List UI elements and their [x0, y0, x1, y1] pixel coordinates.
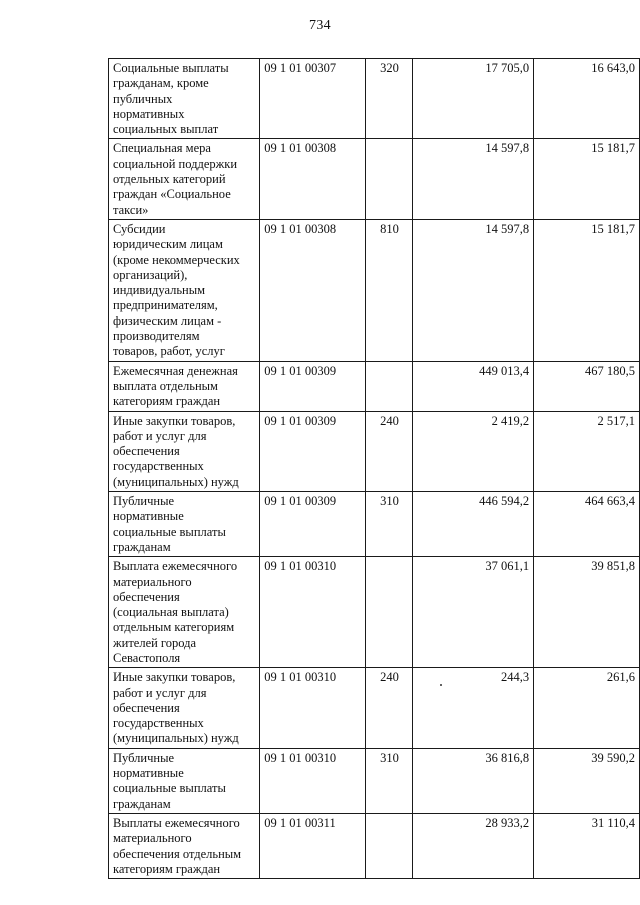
row-code-cell: 09 1 01 00310 [260, 557, 366, 668]
row-amount-2-cell: 31 110,4 [534, 813, 640, 878]
budget-table [108, 58, 640, 879]
row-amount-2-cell: 39 851,8 [534, 557, 640, 668]
table-row [109, 219, 640, 361]
row-amount-1-cell: 28 933,2 [413, 813, 534, 878]
row-amount-1-cell: 446 594,2 [413, 492, 534, 557]
table-row [109, 557, 640, 668]
row-name-cell: Выплата ежемесячного материального обеспечения (социальная выплата) отдельным категориям жителей города Севастополя [109, 557, 260, 668]
row-amount-2-cell: 39 590,2 [534, 748, 640, 813]
table-row [109, 813, 640, 878]
row-type-cell: 320 [366, 59, 413, 139]
row-amount-1-cell: 449 013,4 [413, 361, 534, 411]
row-name-cell: Социальные выплаты гражданам, кроме публичных нормативных социальных выплат [109, 59, 260, 139]
row-type-cell [366, 139, 413, 219]
row-type-cell: 240 [366, 411, 413, 491]
scan-speck [440, 684, 442, 686]
row-code-cell: 09 1 01 00310 [260, 748, 366, 813]
row-type-cell: 240 [366, 668, 413, 748]
row-amount-2-cell: 464 663,4 [534, 492, 640, 557]
table-row [109, 748, 640, 813]
row-amount-1-cell: 37 061,1 [413, 557, 534, 668]
row-code-cell: 09 1 01 00311 [260, 813, 366, 878]
row-name-cell: Ежемесячная денежная выплата отдельным категориям граждан [109, 361, 260, 411]
row-code-cell: 09 1 01 00310 [260, 668, 366, 748]
row-name-cell: Специальная мера социальной поддержки отдельных категорий граждан «Социальное такси» [109, 139, 260, 219]
row-type-cell [366, 813, 413, 878]
row-type-cell: 310 [366, 492, 413, 557]
row-code-cell: 09 1 01 00307 [260, 59, 366, 139]
row-amount-2-cell: 15 181,7 [534, 139, 640, 219]
row-amount-1-cell: 36 816,8 [413, 748, 534, 813]
row-name-cell: Иные закупки товаров, работ и услуг для обеспечения государственных (муниципальных) нужд [109, 668, 260, 748]
table-row [109, 492, 640, 557]
row-name-cell: Субсидии юридическим лицам (кроме некоммерческих организаций), индивидуальным предпринимателям, физическим лицам - производителям товаров, работ, услуг [109, 219, 260, 361]
row-code-cell: 09 1 01 00308 [260, 219, 366, 361]
row-code-cell: 09 1 01 00309 [260, 492, 366, 557]
table-row [109, 411, 640, 491]
row-amount-2-cell: 261,6 [534, 668, 640, 748]
row-amount-2-cell: 15 181,7 [534, 219, 640, 361]
row-type-cell [366, 557, 413, 668]
row-code-cell: 09 1 01 00308 [260, 139, 366, 219]
row-name-cell: Публичные нормативные социальные выплаты гражданам [109, 748, 260, 813]
row-code-cell: 09 1 01 00309 [260, 361, 366, 411]
row-amount-1-cell: 14 597,8 [413, 139, 534, 219]
row-code-cell: 09 1 01 00309 [260, 411, 366, 491]
row-type-cell [366, 361, 413, 411]
table-row [109, 361, 640, 411]
row-type-cell: 810 [366, 219, 413, 361]
row-amount-2-cell: 467 180,5 [534, 361, 640, 411]
row-name-cell: Иные закупки товаров, работ и услуг для обеспечения государственных (муниципальных) нужд [109, 411, 260, 491]
row-name-cell: Публичные нормативные социальные выплаты гражданам [109, 492, 260, 557]
row-amount-2-cell: 2 517,1 [534, 411, 640, 491]
page-number: 734 [309, 18, 331, 33]
row-amount-1-cell: 244,3 [413, 668, 534, 748]
row-type-cell: 310 [366, 748, 413, 813]
row-amount-2-cell: 16 643,0 [534, 59, 640, 139]
row-amount-1-cell: 14 597,8 [413, 219, 534, 361]
row-amount-1-cell: 2 419,2 [413, 411, 534, 491]
table-row [109, 139, 640, 219]
table-row [109, 59, 640, 139]
row-name-cell: Выплаты ежемесячного материального обеспечения отдельным категориям граждан [109, 813, 260, 878]
table-row [109, 668, 640, 748]
row-amount-1-cell: 17 705,0 [413, 59, 534, 139]
